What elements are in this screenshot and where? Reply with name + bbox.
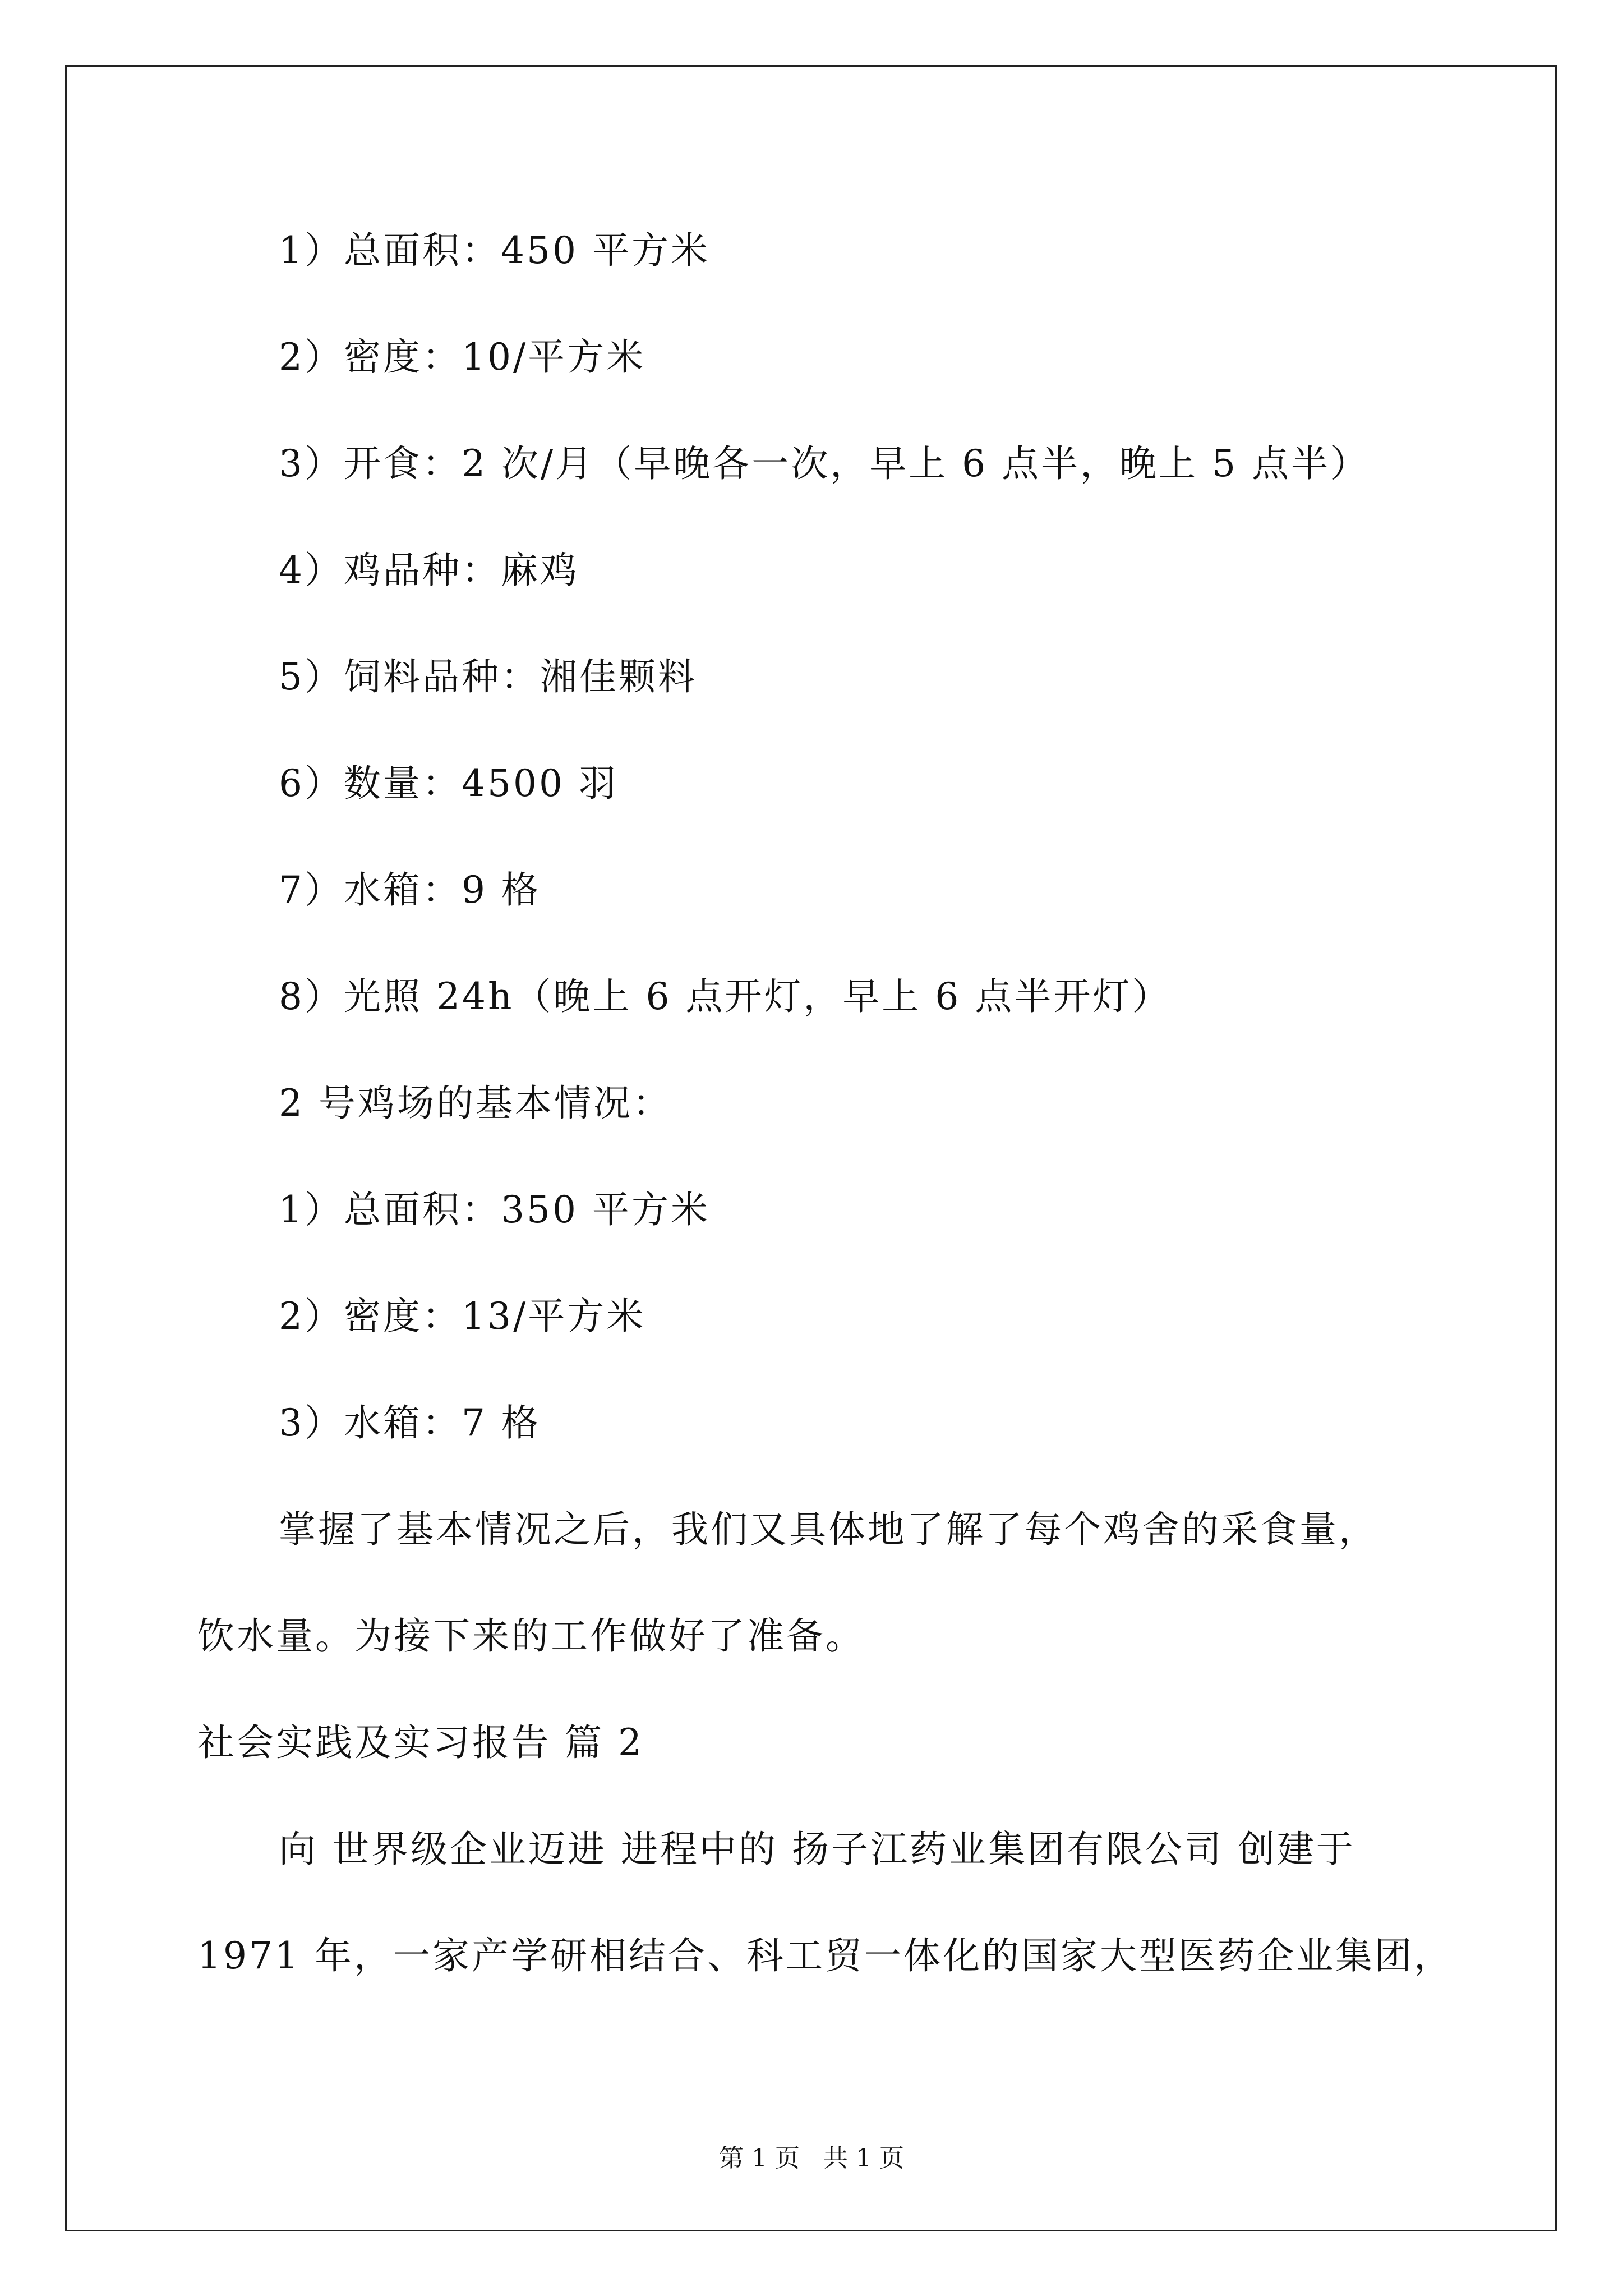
text-line: 7）水箱：9 格 <box>279 868 541 912</box>
paragraph-line: 掌握了基本情况之后，我们又具体地了解了每个鸡舍的采食量， <box>279 1508 1378 1551</box>
text-line: 3）水箱：7 格 <box>279 1401 541 1444</box>
text-line: 1）总面积：450 平方米 <box>279 229 710 272</box>
page-total: 共 1 页 <box>823 2144 904 2173</box>
text-line: 2）密度：10/平方米 <box>279 335 646 379</box>
text-line: 5）饲料品种：湘佳颗料 <box>279 655 697 698</box>
text-line: 3）开食：2 次/月（早晚各一次，早上 6 点半，晚上 5 点半） <box>279 442 1370 485</box>
text-line: 8）光照 24h（晚上 6 点开灯，早上 6 点半开灯） <box>279 975 1172 1018</box>
paragraph-line: 向 世界级企业迈进 进程中的 扬子江药业集团有限公司 创建于 <box>279 1828 1355 1871</box>
report-title: 社会实践及实习报告 篇 2 <box>197 1721 644 1764</box>
page-footer <box>0 2143 1623 2174</box>
text-line: 1）总面积：350 平方米 <box>279 1188 710 1231</box>
text-line: 2）密度：13/平方米 <box>279 1295 646 1338</box>
section-heading: 2 号鸡场的基本情况： <box>279 1082 672 1125</box>
page-border <box>65 65 1557 2231</box>
paragraph-line: 1971 年，一家产学研相结合、科工贸一体化的国家大型医药企业集团， <box>197 1934 1453 1977</box>
page-number: 第 1 页 <box>719 2144 800 2173</box>
text-line: 4）鸡品种：麻鸡 <box>279 549 579 592</box>
paragraph-line: 饮水量。为接下来的工作做好了准备。 <box>197 1614 865 1658</box>
text-line: 6）数量：4500 羽 <box>279 762 618 805</box>
